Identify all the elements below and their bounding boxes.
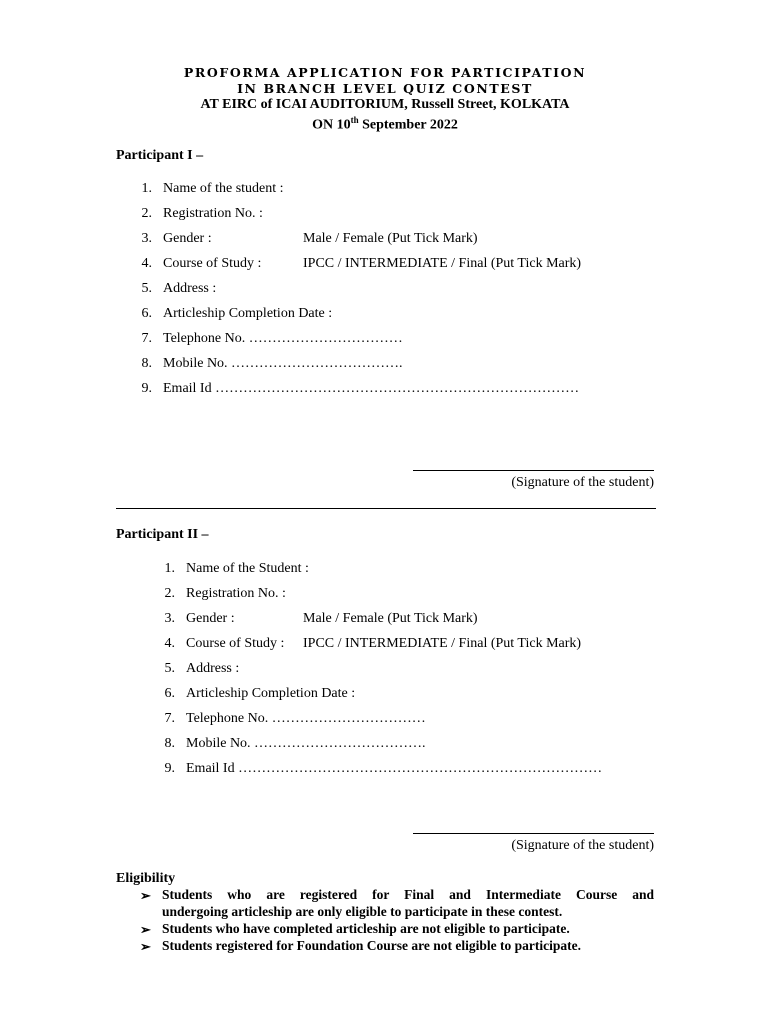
field-number: 8. (164, 736, 175, 751)
field-number: 6. (164, 686, 175, 701)
participant-1-signature-line (413, 470, 654, 471)
field-label: Email Id …………………………………………………………………… (163, 381, 580, 396)
field-label: Address : (163, 281, 217, 296)
field-label: Address : (186, 661, 240, 676)
field-number: 9. (164, 761, 175, 776)
date-prefix: ON 10 (312, 117, 351, 133)
participant-2-title: Participant II – (116, 527, 209, 542)
field-label: Articleship Completion Date : (163, 306, 333, 321)
date-line (0, 115, 770, 134)
field-label: Registration No. : (163, 206, 263, 221)
date-suffix: September 2022 (358, 117, 458, 133)
field-number: 3. (164, 611, 175, 626)
bullet-arrow-icon: ➢ (140, 888, 151, 903)
field-number: 7. (164, 711, 175, 726)
eligibility-point-1-continued: undergoing articleship are only eligible to participate in these contest. (162, 904, 563, 919)
venue-line: AT EIRC of ICAI AUDITORIUM, Russell Street, KOLKATA (200, 97, 570, 112)
field-number: 4. (164, 636, 175, 651)
section-divider (116, 508, 656, 509)
field-number: 7. (141, 331, 152, 346)
field-number: 4. (141, 256, 152, 271)
field-label: Name of the Student : (186, 561, 309, 576)
field-label: Course of Study : (186, 636, 285, 651)
participant-2-signature-label: (Signature of the student) (511, 838, 654, 853)
eligibility-title: Eligibility (116, 871, 176, 886)
field-label: Mobile No. ………………………………. (163, 356, 403, 371)
field-options: IPCC / INTERMEDIATE / Final (Put Tick Mark) (303, 636, 582, 651)
field-label: Mobile No. ………………………………. (186, 736, 426, 751)
field-number: 6. (141, 306, 152, 321)
field-label: Telephone No. …………………………… (163, 331, 403, 346)
eligibility-point-3: Students registered for Foundation Course are not eligible to participate. (162, 938, 581, 953)
participant-2-signature-line (413, 833, 654, 834)
form-title-line-1: PROFORMA APPLICATION FOR PARTICIPATION (183, 65, 587, 80)
bullet-arrow-icon: ➢ (140, 939, 151, 954)
date-superscript: th (350, 115, 359, 125)
bullet-arrow-icon: ➢ (140, 922, 151, 937)
field-label: Email Id …………………………………………………………………… (186, 761, 603, 776)
field-label: Gender : (186, 611, 235, 626)
eligibility-point-2: Students who have completed articleship are not eligible to participate. (162, 921, 570, 936)
field-options: IPCC / INTERMEDIATE / Final (Put Tick Mark) (303, 256, 582, 271)
field-number: 5. (141, 281, 152, 296)
field-number: 1. (141, 181, 152, 196)
field-label: Registration No. : (186, 586, 286, 601)
form-title-line-2: IN BRANCH LEVEL QUIZ CONTEST (237, 81, 533, 96)
field-options: Male / Female (Put Tick Mark) (303, 231, 478, 246)
field-number: 2. (164, 586, 175, 601)
field-label: Articleship Completion Date : (186, 686, 356, 701)
field-number: 5. (164, 661, 175, 676)
field-label: Course of Study : (163, 256, 262, 271)
field-label: Gender : (163, 231, 212, 246)
participant-1-title: Participant I – (116, 148, 204, 163)
field-options: Male / Female (Put Tick Mark) (303, 611, 478, 626)
field-number: 3. (141, 231, 152, 246)
field-number: 9. (141, 381, 152, 396)
field-number: 2. (141, 206, 152, 221)
field-number: 1. (164, 561, 175, 576)
participant-1-signature-label: (Signature of the student) (511, 475, 654, 490)
field-label: Telephone No. …………………………… (186, 711, 426, 726)
eligibility-point-1: Students who are registered for Final and Intermediate Course and (162, 887, 654, 902)
field-number: 8. (141, 356, 152, 371)
field-label: Name of the student : (163, 181, 284, 196)
